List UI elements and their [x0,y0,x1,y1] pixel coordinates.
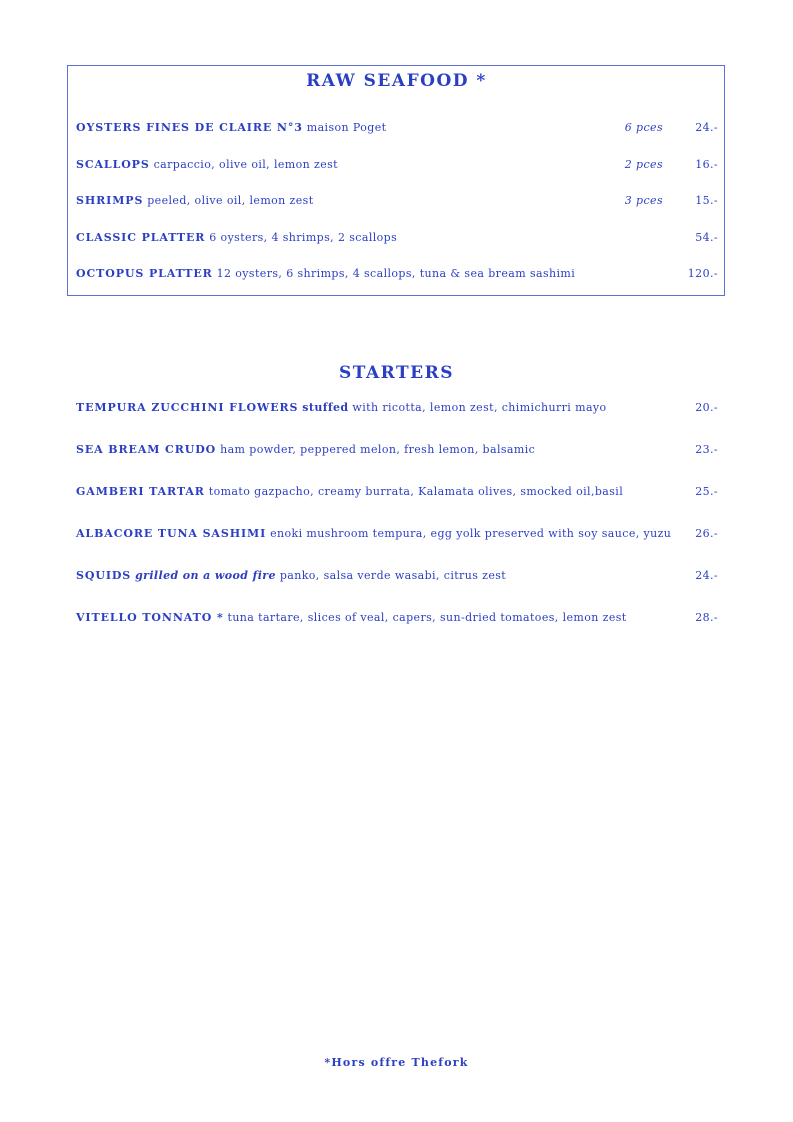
item-style: stuffed [302,401,349,414]
item-name: SCALLOPS [76,158,150,171]
item-price: 26.- [695,527,718,540]
item-desc: enoki mushroom tempura, egg yolk preserved with soy sauce, yuzu [270,527,672,540]
menu-item-octopus-platter [76,267,718,285]
item-name: ALBACORE TUNA SASHIMI [76,527,267,540]
item-price: 15.- [695,194,718,207]
menu-item-squids [76,569,718,587]
item-desc: peeled, olive oil, lemon zest [147,194,314,207]
item-name: SHRIMPS [76,194,144,207]
menu-item-classic-platter [76,231,718,249]
item-qty: 6 pces [624,121,663,134]
item-name: SEA BREAM CRUDO [76,443,217,456]
menu-item-zucchini-flowers [76,401,718,419]
item-desc: maison Poget [306,121,387,134]
item-name: TEMPURA ZUCCHINI FLOWERS [76,401,299,414]
item-desc: tomato gazpacho, creamy burrata, Kalamata olives, smocked oil,basil [208,485,624,498]
item-price: 23.- [695,443,718,456]
menu-item-albacore-tuna [76,527,718,545]
raw-seafood-title: RAW SEAFOOD * [306,71,487,91]
menu-item-sea-bream-crudo [76,443,718,461]
item-name: SQUIDS [76,569,132,582]
item-price: 16.- [695,158,718,171]
item-desc: with ricotta, lemon zest, chimichurri mayo [352,401,607,414]
menu-item-scallops [76,158,718,176]
item-price: 28.- [695,611,718,624]
item-desc: 6 oysters, 4 shrimps, 2 scallops [209,231,398,244]
item-price: 54.- [695,231,718,244]
item-price: 25.- [695,485,718,498]
item-qty: 2 pces [624,158,663,171]
item-price: 120.- [687,267,718,280]
item-desc: tuna tartare, slices of veal, capers, sun-dried tomatoes, lemon zest [227,611,627,624]
item-desc: carpaccio, olive oil, lemon zest [153,158,339,171]
item-name: VITELLO TONNATO * [76,611,224,624]
item-desc: ham powder, peppered melon, fresh lemon, balsamic [220,443,536,456]
menu-item-vitello-tonnato [76,611,718,629]
menu-item-oysters [76,121,718,139]
item-style: grilled on a wood fire [135,569,276,582]
menu-item-gamberi-tartar [76,485,718,503]
starters-title: STARTERS [338,363,455,383]
item-name: OYSTERS FINES DE CLAIRE N°3 [76,121,303,134]
item-desc: 12 oysters, 6 shrimps, 4 scallops, tuna & sea bream sashimi [216,267,576,280]
menu-item-shrimps [76,194,718,212]
item-price: 24.- [695,121,718,134]
item-price: 20.- [695,401,718,414]
item-name: GAMBERI TARTAR [76,485,205,498]
item-name: CLASSIC PLATTER [76,231,206,244]
item-name: OCTOPUS PLATTER [76,267,213,280]
item-price: 24.- [695,569,718,582]
raw-seafood-frame [67,65,725,296]
item-desc: panko, salsa verde wasabi, citrus zest [279,569,507,582]
item-qty: 3 pces [624,194,663,207]
footer-note: *Hors offre Thefork [324,1056,469,1069]
